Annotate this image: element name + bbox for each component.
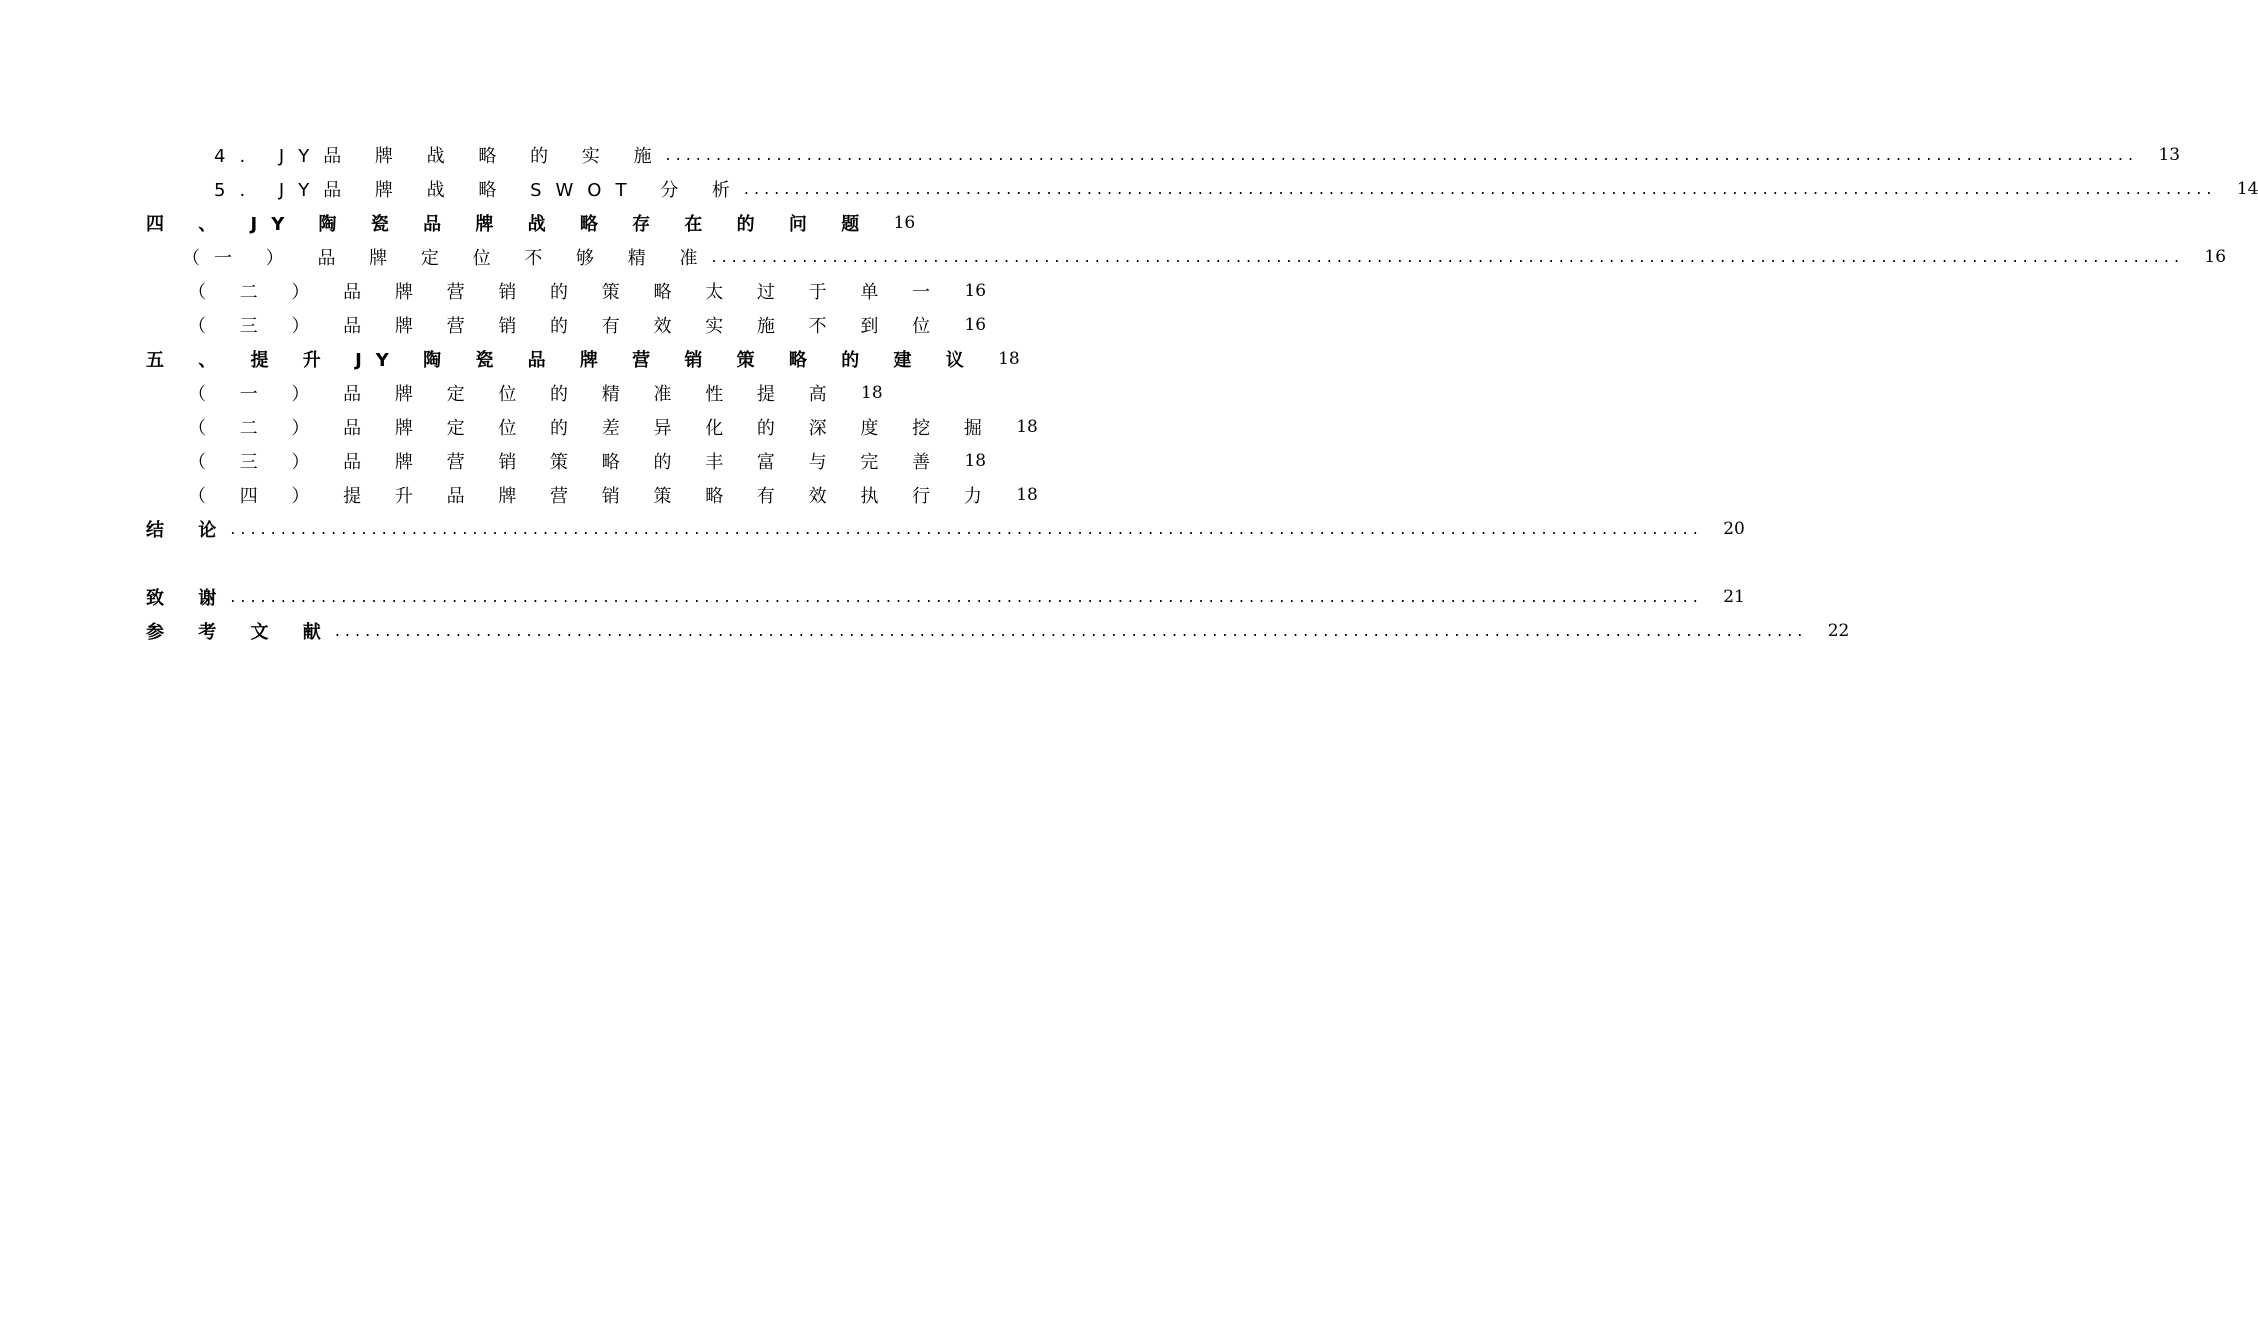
toc-entry-page: 13	[2158, 145, 2181, 165]
toc-entry-title: （ 二 ） 品 牌 营 销 的 策 略 太 过 于 单 一	[188, 282, 945, 303]
toc-leader-dots	[744, 181, 2217, 197]
toc-entry-title: （ 一 ） 品 牌 定 位 的 精 准 性 提 高	[188, 384, 841, 405]
toc-entry-title: （ 二 ） 品 牌 定 位 的 差 异 化 的 深 度 挖 掘	[188, 418, 996, 439]
toc-leader-dots	[230, 521, 1703, 537]
toc-entry-title: 致 谢	[146, 588, 231, 609]
toc-entry-page: 22	[1827, 621, 1850, 641]
toc-entry-page: 21	[1723, 587, 1745, 607]
toc-entry-title: 五 、 提 升 JY 陶 瓷 品 牌 营 销 策 略 的 建 议	[146, 350, 978, 371]
toc-entry-title: 4. JY品 牌 战 略 的 实 施	[214, 146, 666, 167]
toc-entry-page: 18	[998, 349, 1020, 369]
toc-entry-title: （一 ） 品 牌 定 位 不 够 精 准	[182, 248, 712, 269]
toc-entry[interactable]	[146, 478, 1038, 512]
toc-chapter[interactable]	[146, 512, 1745, 546]
toc-leader-dots	[666, 147, 2139, 163]
toc-chapter[interactable]	[146, 614, 1850, 648]
toc-entry-page: 20	[1723, 519, 1745, 539]
toc-entry-page: 18	[1016, 417, 1038, 437]
toc-leader-dots	[712, 249, 2185, 265]
toc-entry-title: （ 四 ） 提 升 品 牌 营 销 策 略 有 效 执 行 力	[188, 486, 996, 507]
toc-entry-page: 18	[1016, 485, 1038, 505]
toc-entry[interactable]	[146, 274, 987, 308]
toc-entry-page: 18	[861, 383, 883, 403]
toc-leader-dots	[230, 589, 1703, 605]
toc-entry-title: （ 三 ） 品 牌 营 销 的 有 效 实 施 不 到 位	[188, 316, 945, 337]
toc-entry[interactable]	[146, 308, 987, 342]
toc-entry-title: 结 论	[146, 520, 231, 541]
toc-entry[interactable]	[146, 444, 987, 478]
toc-entry-page: 14	[2236, 179, 2258, 199]
toc-entry-title: 参 考 文 献	[146, 622, 335, 643]
table-of-contents	[146, 138, 2258, 648]
toc-chapter[interactable]	[146, 206, 916, 240]
toc-spacer	[146, 546, 836, 580]
toc-entry-page: 18	[964, 451, 987, 471]
toc-chapter[interactable]	[146, 580, 1745, 614]
toc-entry-page: 16	[893, 213, 916, 233]
toc-entry-page: 16	[964, 281, 987, 301]
toc-entry-title: （ 三 ） 品 牌 营 销 策 略 的 丰 富 与 完 善	[188, 452, 945, 473]
toc-entry-title: 5. JY品 牌 战 略 SWOT 分 析	[214, 180, 744, 201]
toc-entry[interactable]	[146, 410, 1038, 444]
toc-chapter[interactable]	[146, 342, 1020, 376]
toc-entry[interactable]	[146, 138, 2181, 172]
toc-entry[interactable]	[146, 376, 883, 410]
toc-entry-page: 16	[2204, 247, 2227, 267]
toc-leader-dots	[335, 623, 1808, 639]
toc-entry[interactable]	[146, 240, 2227, 274]
toc-entry[interactable]	[146, 172, 2258, 206]
toc-entry-page: 16	[964, 315, 987, 335]
toc-entry-title: 四 、 JY 陶 瓷 品 牌 战 略 存 在 的 问 题	[146, 214, 874, 235]
